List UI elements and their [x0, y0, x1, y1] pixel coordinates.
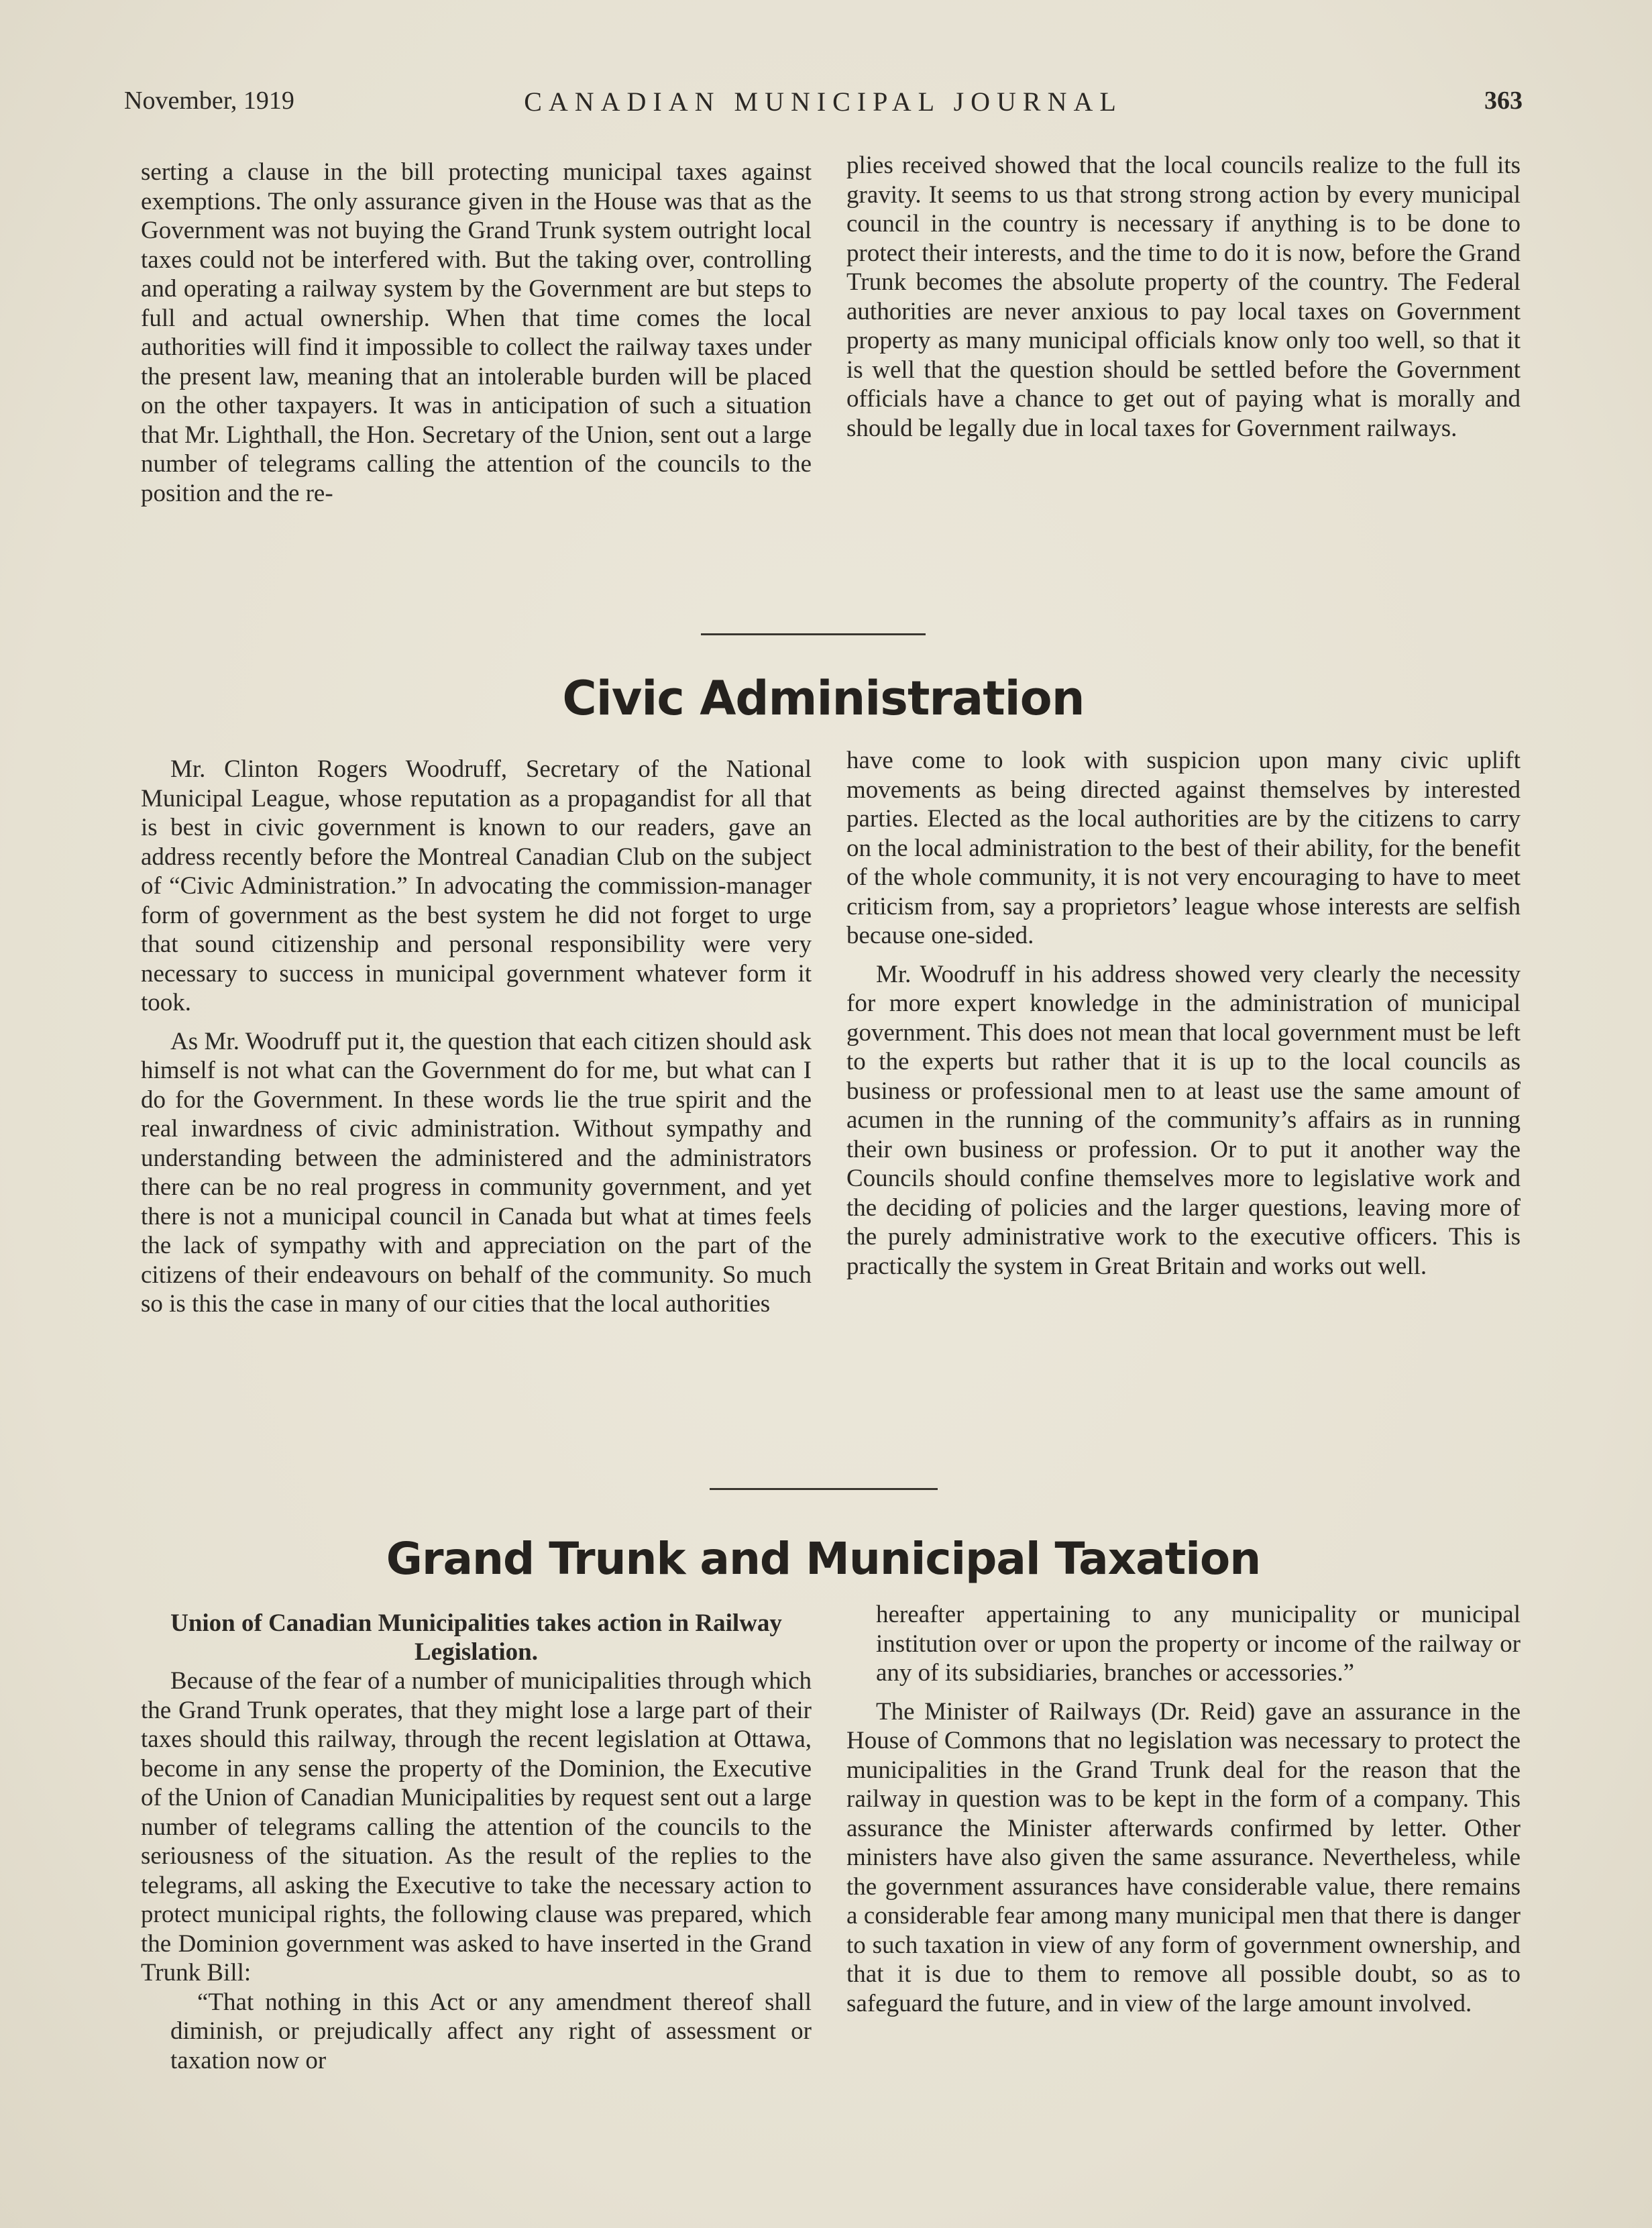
civic-left-column: [141, 755, 812, 1319]
civic-administration-heading: Civic Administration: [562, 671, 1085, 726]
journal-title: CANADIAN MUNICIPAL JOURNAL: [524, 87, 1123, 117]
issue-date: November, 1919: [124, 87, 294, 115]
section-divider: [701, 633, 926, 635]
running-header: [124, 86, 1523, 119]
paragraph: plies received showed that the local councils realize to the full its gravity. It seems to us that strong strong action by every municipal council in the country is necessary if anything is to be done to protect their interests, and the time to do it is now, before the Grand Trunk becomes the absolute property of the country. The Federal authorities are never anxious to pay local taxes on Government property as many municipal officials know only too well, so that it is well that the question should be settled before the Government officials have a chance to get out of paying what is morally and should be legally due in local taxes for Government railways.: [846, 152, 1521, 442]
grand-trunk-left-column: [141, 1609, 812, 2075]
section-divider: [710, 1488, 938, 1490]
paragraph: The Minister of Railways (Dr. Reid) gave an assurance in the House of Commons that no legislation was necessary to protect the municipalities in the Grand Trunk deal for the reason that the railway in question was to be kept in the form of a company. This assurance the Minister afterwards confirmed by letter. Other ministers have also given the same assurance. Nevertheless, while the government assurances have considerable value, there remains a considerable fear among many municipal men that there is danger to such taxation in view of any form of government ownership, and that it is due to them to remove all possible doubt, so as to safeguard the future, and in view of the large amount involved.: [846, 1697, 1521, 2017]
paragraph: Mr. Woodruff in his address showed very clearly the necessity for more expert knowledge in the administration of municipal government. This does not mean that local government must be left to the experts but rather that it is up to the local councils as business or professional men to at least use the same amount of acumen in the running of the community’s affairs as in running their own business or profession. Or to put it another way the Councils should confine themselves more to legislative work and the deciding of policies and the larger questions, leaving more of the purely administrative work to the executive officers. This is practically the system in Great Britain and works out well.: [846, 960, 1521, 1280]
paragraph: have come to look with suspicion upon many civic uplift movements as being directed against themselves by interested parties. Elected as the local authorities are by the citizens to carry on the local administration to the best of their ability, for the benefit of the whole community, it is not very encouraging to have to meet criticism from, say a proprietors’ league whose interests are selfish because one-sided.: [846, 747, 1521, 949]
paragraph: serting a clause in the bill protecting municipal taxes against exemptions. The only assurance given in the House was that as the Government was not buying the Grand Trunk system outright local taxes could not be interfered with. But the taking over, controlling and operating a railway system by the Government are but steps to full and actual ownership. When that time comes the local authorities will find it impossible to collect the railway taxes under the present law, meaning that an intolerable burden will be placed on the other taxpayers. It was in anticipation of such a situation that Mr. Lighthall, the Hon. Secretary of the Union, sent out a large number of telegrams calling the attention of the councils to the position and the re-: [141, 158, 812, 507]
quoted-clause-continued: hereafter appertaining to any municipality or municipal institution over or upon the property or income of the railway or any of its subsidiaries, branches or accessories.”: [876, 1601, 1521, 1687]
paragraph: Because of the fear of a number of municipalities through which the Grand Trunk operates, that they might lose a large part of their taxes should this railway, through the recent legislation at Ottawa, become in any sense the property of the Dominion, the Executive of the Union of Canadian Municipalities by request sent out a large number of telegrams calling the attention of the councils to the seriousness of the situation. As the result of the replies to the telegrams, all asking the Executive to take the necessary action to protect municipal rights, the following clause was prepared, which the Dominion government was asked to have inserted in the Grand Trunk Bill:: [141, 1667, 812, 1986]
civic-right-column: [846, 746, 1521, 1281]
paragraph: Mr. Clinton Rogers Woodruff, Secretary of the National Municipal League, whose reputation as a propagandist for all that is best in civic government is known to our readers, gave an address recently before the Montreal Canadian Club on the subject of “Civic Administration.” In advocating the commission-manager form of government as the best system he did not forget to urge that sound citizenship and personal responsibility were very necessary to success in municipal government whatever form it took.: [141, 755, 812, 1016]
grand-trunk-heading: Grand Trunk and Municipal Taxation: [386, 1533, 1261, 1585]
top-left-column: [141, 158, 812, 508]
article-subheading: Union of Canadian Municipalities takes action in Railway Legislation.: [170, 1609, 782, 1666]
paragraph: As Mr. Woodruff put it, the question that each citizen should ask himself is not what can the Government do for me, but what can I do for the Government. In these words lie the true spirit and the real inwardness of civic administration. Without sympathy and understanding between the administered and the administrators there can be no real progress in community government, and yet there is not a municipal council in Canada but what at times feels the lack of sympathy with and appreciation on the part of the citizens of their endeavours on behalf of the community. So much so is this the case in many of our cities that the local authorities: [141, 1027, 812, 1318]
top-right-column: [846, 151, 1521, 443]
page-number: 363: [1484, 87, 1523, 115]
grand-trunk-right-column: [846, 1600, 1521, 2018]
quoted-clause: “That nothing in this Act or any amendment thereof shall diminish, or prejudically affect any right of assessment or taxation now or: [170, 1988, 812, 2074]
